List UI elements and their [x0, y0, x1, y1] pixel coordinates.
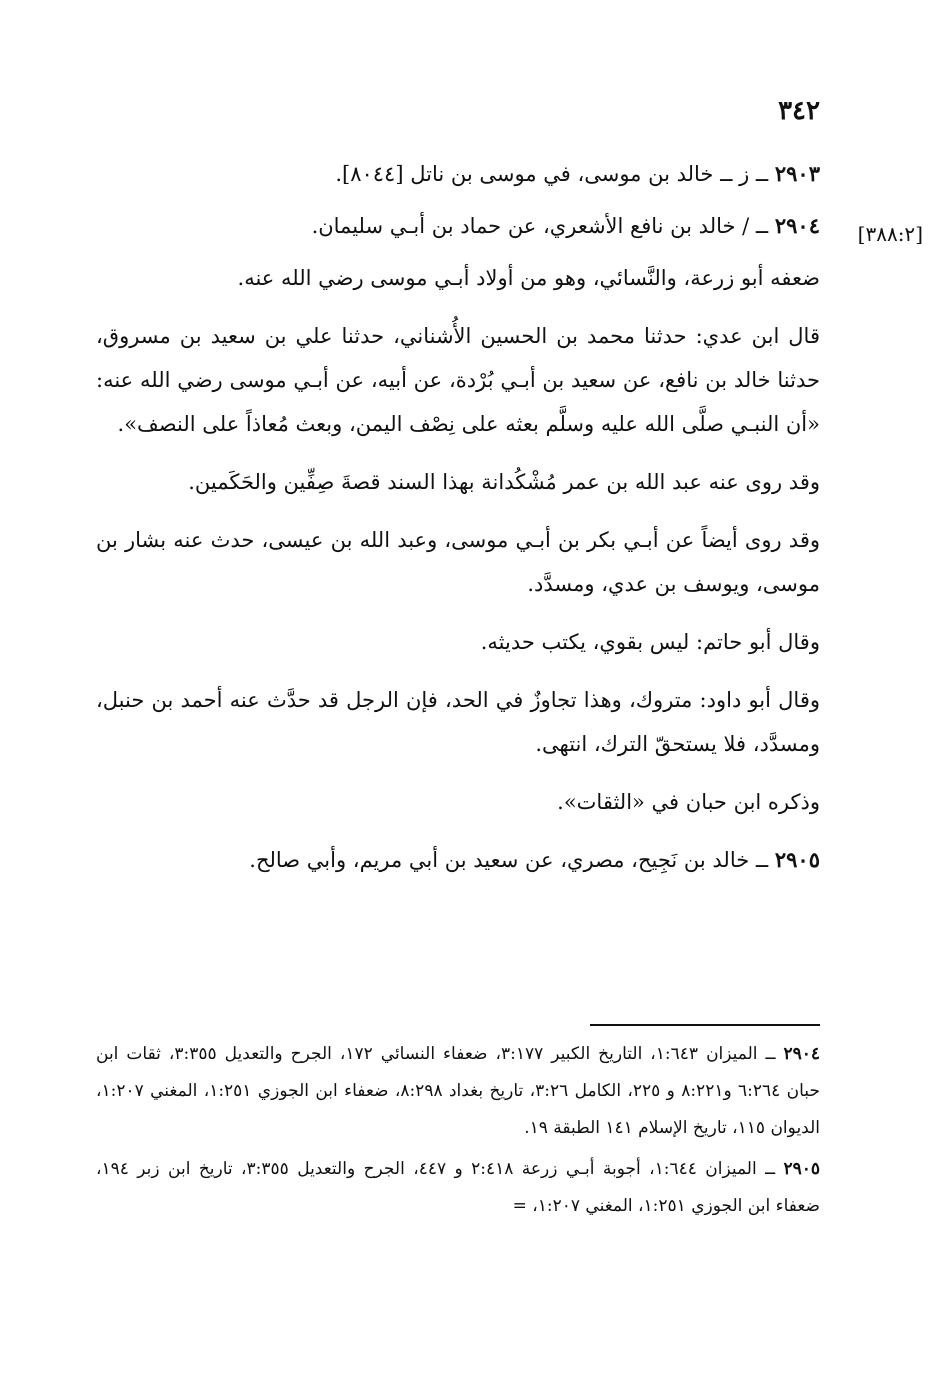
paragraph-ibn-hibban: وذكره ابن حبان في «الثقات». — [557, 790, 820, 814]
footnote-number: ٢٩٠٤ — [783, 1044, 821, 1064]
footnote-2904 — [96, 1036, 820, 1147]
entry-number: ٢٩٠٣ — [774, 161, 820, 186]
paragraph-also-narrated: وقد روى أيضاً عن أبـي بكر بن أبـي موسى، وعبد الله بن عيسى، حدث عنه بشار بن موسى، ويوسف بن عدي، ومسدَّد. — [96, 528, 820, 596]
entry-2903 — [96, 152, 820, 196]
footnote-text: ــ الميزان ١:٦٤٣، التاريخ الكبير ٣:١٧٧، ضعفاء النسائي ١٧٢، الجرح والتعديل ٣:٣٥٥، ثقات ابن حبان ٦:٢٦٤ و٨:٢٢١ و ٢٢٥، الكامل ٣:٢٦، تاريخ بغداد ٨:٢٩٨، ضعفاء ابن الجوزي ١:٢٥١، المغني ١:٢٠٧، الديوان ١١٥، تاريخ الإسلام ١٤١ الطبقة ١٩. — [96, 1044, 820, 1138]
main-text — [96, 152, 820, 896]
entry-2905 — [96, 838, 820, 882]
footnote-2905 — [96, 1151, 820, 1225]
paragraph-ibn-adi-narration: قال ابن عدي: حدثنا محمد بن الحسين الأُشناني، حدثنا علي بن سعيد بن مسروق، حدثنا خالد بن نافع، عن سعيد بن أبـي بُرْدة، عن أبيه، عن أبـي موسى رضي الله عنه: «أن النبـي صلَّى الله عليه وسلَّم بعثه على نِصْف اليمن، وبعث مُعاذاً على النصف». — [96, 324, 820, 436]
margin-volume-reference: [٣٨٨:٢] — [857, 222, 923, 246]
entry-text: ــ / خالد بن نافع الأشعري، عن حماد بن أبـي سليمان. — [311, 214, 775, 238]
entry-text: ــ ز ــ خالد بن موسى، في موسى بن ناتل [٨٠٤٤]. — [335, 162, 775, 186]
paragraph-abu-hatim: وقال أبو حاتم: ليس بقوي، يكتب حديثه. — [480, 630, 820, 654]
footnote-number: ٢٩٠٥ — [783, 1159, 820, 1179]
page-number: ٣٤٢ — [778, 96, 820, 126]
entry-2904 — [96, 204, 820, 248]
paragraph-abu-dawud: وقال أبو داود: متروك، وهذا تجاوزٌ في الحد، فإن الرجل قد حدَّث عنه أحمد بن حنبل، ومسدَّد، فلا يستحقّ الترك، انتهى. — [96, 688, 820, 756]
footnotes — [96, 1036, 820, 1229]
footnote-separator — [590, 1024, 820, 1026]
entry-text: ــ خالد بن نَجِيح، مصري، عن سعيد بن أبي مريم، وأبي صالح. — [249, 848, 775, 872]
paragraph-weakened-by: ضعفه أبو زرعة، والنَّسائي، وهو من أولاد أبـي موسى رضي الله عنه. — [237, 266, 820, 290]
entry-number: ٢٩٠٥ — [774, 847, 820, 872]
footnote-text: ــ الميزان ١:٦٤٤، أجوبة أبـي زرعة ٢:٤١٨ و ٤٤٧، الجرح والتعديل ٣:٣٥٥، تاريخ ابن زبر ١٩٤، ضعفاء ابن الجوزي ١:٢٥١، المغني ١:٢٠٧، = — [96, 1159, 820, 1216]
entry-number: ٢٩٠٤ — [774, 213, 820, 238]
paragraph-mushkudana: وقد روى عنه عبد الله بن عمر مُشْكُدانة بهذا السند قصةَ صِفِّين والحَكَمين. — [188, 470, 820, 494]
